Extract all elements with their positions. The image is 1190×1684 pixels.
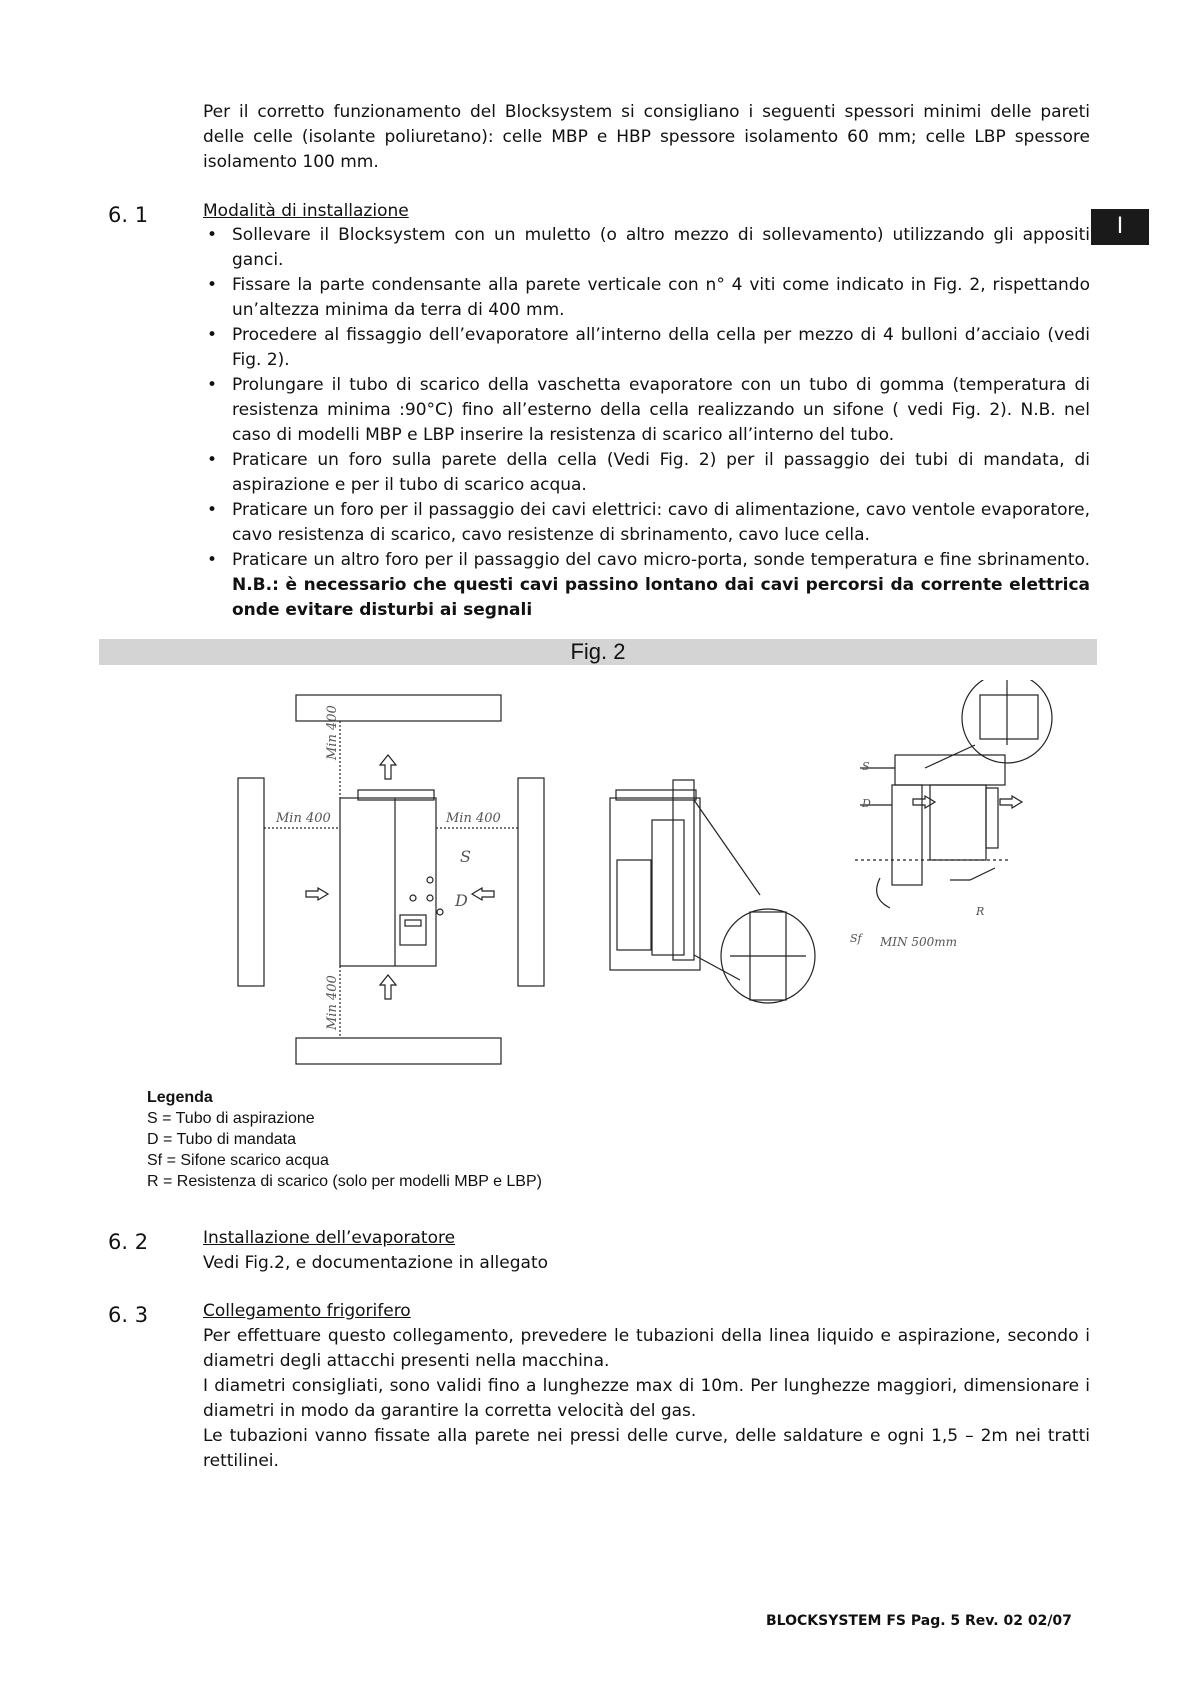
legend-title: Legenda bbox=[147, 1089, 213, 1106]
last-bullet-text: Praticare un altro foro per il passaggio del cavo micro-porta, sonde temperatura e fine sbrinamento. bbox=[232, 550, 1090, 570]
list-item: • Procedere al fissaggio dell’evaporatore all’interno della cella per mezzo di 4 bulloni d’acciaio (vedi Fig. 2). bbox=[203, 323, 1090, 373]
page-footer: BLOCKSYSTEM FS Pag. 5 Rev. 02 02/07 bbox=[766, 1613, 1072, 1629]
label-r: R bbox=[976, 905, 985, 918]
list-item: • Prolungare il tubo di scarico della vaschetta evaporatore con un tubo di gomma (temperatura di resistenza minima :90°C) fino all’esterno della cella realizzando un sifone ( vedi Fig. 2). N.B. nel caso di modelli MBP e LBP inserire la resistenza di scarico all’interno del tubo. bbox=[203, 373, 1090, 448]
language-tab: I bbox=[1091, 209, 1149, 245]
right-wall bbox=[518, 778, 544, 986]
section-6-1-title: Modalità di installazione bbox=[203, 201, 409, 221]
section-6-3-body bbox=[203, 1324, 1090, 1474]
list-item: • Sollevare il Blocksystem con un muletto (o altro mezzo di sollevamento) utilizzando gli appositi ganci. bbox=[203, 223, 1090, 273]
list-item: • Praticare un foro sulla parete della cella (Vedi Fig. 2) per il passaggio dei tubi di mandata, di aspirazione e per il tubo di scarico acqua. bbox=[203, 448, 1090, 498]
section-6-3-title: Collegamento frigorifero bbox=[203, 1301, 411, 1321]
legend-item: R = Resistenza di scarico (solo per modelli MBP e LBP) bbox=[147, 1173, 542, 1190]
label-s2: S bbox=[862, 760, 870, 773]
legend-item: S = Tubo di aspirazione bbox=[147, 1110, 315, 1127]
section-6-1-number: 6. 1 bbox=[108, 203, 149, 227]
section-6-3-number: 6. 3 bbox=[108, 1303, 149, 1327]
label-sf: Sf bbox=[850, 932, 862, 945]
list-item: • Praticare un foro per il passaggio dei cavi elettrici: cavo di alimentazione, cavo ventole evaporatore, cavo resistenza di scarico, cavo resistenze di sbrinamento, cavo luce cella. bbox=[203, 498, 1090, 548]
condensing-unit bbox=[340, 798, 436, 966]
min400-bottom-label: Min 400 bbox=[325, 975, 340, 1030]
section-6-2-text: Vedi Fig.2, e documentazione in allegato bbox=[203, 1253, 549, 1273]
label-d: D bbox=[455, 891, 468, 910]
section-6-2-number: 6. 2 bbox=[108, 1230, 149, 1254]
section-6-3-paragraph: I diametri consigliati, sono validi fino a lunghezze max di 10m. Per lunghezze maggiori, dimensionare i diametri in modo da garantire la corretta velocità del gas. bbox=[203, 1376, 1090, 1421]
label-d2: D bbox=[862, 797, 871, 810]
min500-label: MIN 500mm bbox=[880, 935, 958, 949]
unit-side-view bbox=[610, 798, 700, 970]
installation-steps-list bbox=[203, 223, 1090, 623]
min400-right-label: Min 400 bbox=[446, 811, 501, 826]
figure-caption: Fig. 2 bbox=[99, 639, 1097, 665]
list-item: • Fissare la parte condensante alla parete verticale con n° 4 viti come indicato in Fig. 2, rispettando un’altezza minima da terra di 400 mm. bbox=[203, 273, 1090, 323]
legend bbox=[147, 1087, 542, 1192]
section-6-3-paragraph: Per effettuare questo collegamento, prevedere le tubazioni della linea liquido e aspirazione, secondo i diametri degli attacchi presenti nella macchina. bbox=[203, 1326, 1090, 1371]
min400-left-label: Min 400 bbox=[276, 811, 331, 826]
left-wall bbox=[238, 778, 264, 986]
list-item bbox=[203, 548, 1090, 623]
section-6-2-title: Installazione dell’evaporatore bbox=[203, 1228, 456, 1248]
min400-top-label: Min 400 bbox=[325, 705, 340, 760]
legend-item: D = Tubo di mandata bbox=[147, 1131, 296, 1148]
bottom-wall bbox=[296, 1038, 501, 1064]
legend-item: Sf = Sifone scarico acqua bbox=[147, 1152, 329, 1169]
label-s: S bbox=[460, 847, 471, 866]
installation-diagram bbox=[0, 680, 1190, 1080]
last-bullet-warning: N.B.: è necessario che questi cavi passino lontano dai cavi percorsi da corrente elettrica onde evitare disturbi ai segnali bbox=[232, 575, 1090, 620]
section-6-3-paragraph: Le tubazioni vanno fissate alla parete nei pressi delle curve, delle saldature e ogni 1,5 – 2m nei tratti rettilinei. bbox=[203, 1426, 1090, 1471]
intro-paragraph: Per il corretto funzionamento del Blocksystem si consigliano i seguenti spessori minimi delle pareti delle celle (isolante poliuretano): celle MBP e HBP spessore isolamento 60 mm; celle LBP spessore isolamento 100 mm. bbox=[203, 102, 1090, 172]
